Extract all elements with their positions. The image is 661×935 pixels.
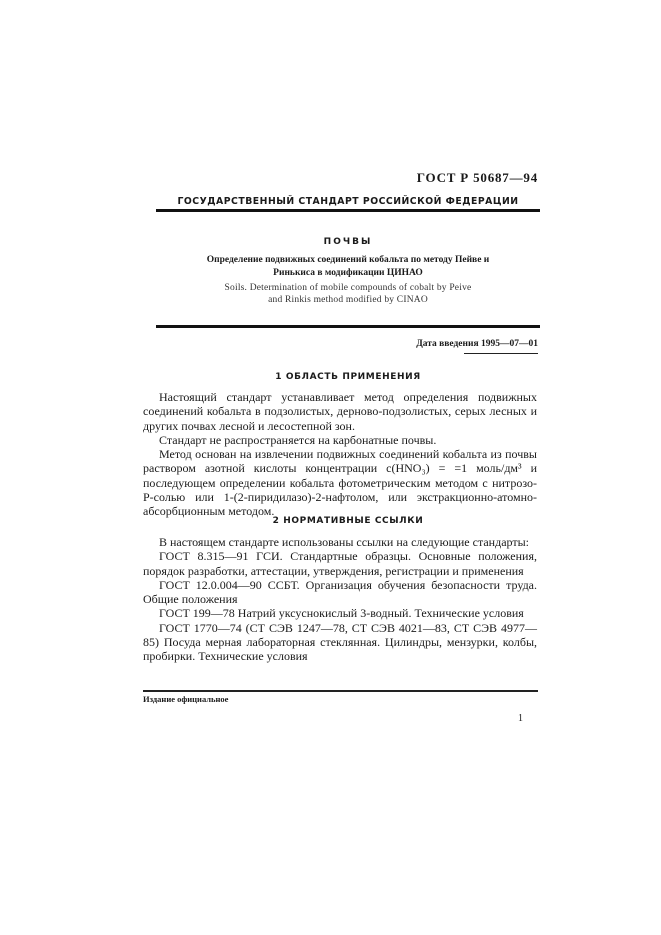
document-title: ПОЧВЫ [323,237,373,247]
subtitle-en-line2: and Rinkis method modified by CINAO [268,295,428,305]
subtitle-ru-line1: Определение подвижных соединений кобальта по методу Пейве и [206,255,490,265]
subtitle-en-line1: Soils. Determination of mobile compounds of cobalt by Peive [224,283,472,293]
reference-item: ГОСТ 8.315—91 ГСИ. Стандартные образцы. Основные положения, порядок разработки, аттестации, утверждения, регистрации и применения [143,549,537,578]
section-2-body [143,535,537,664]
reference-item: ГОСТ 1770—74 (СТ СЭВ 1247—78, СТ СЭВ 4021—83, СТ СЭВ 4977—85) Посуда мерная лабораторная стеклянная. Цилиндры, мензурки, колбы, пробирки. Технические условия [143,620,537,664]
gost-code: ГОСТ Р 50687—94 [416,170,538,185]
date-underline [464,353,538,354]
subtitle-english [176,282,520,306]
subtitle-ru-line2: Ринькиса в модификации ЦИНАО [273,268,423,278]
paragraph: Стандарт не распространяется на карбонатные почвы. [159,432,437,447]
page-number: 1 [518,713,523,724]
footer-rule [143,690,538,692]
section-1-body [143,390,537,519]
subtitle-russian [176,254,520,280]
header-rule [156,209,540,212]
reference-item: ГОСТ 12.0.004—90 ССБТ. Организация обучения безопасности труда. Общие положения [143,577,537,607]
section-1-heading: 1 ОБЛАСТЬ ПРИМЕНЕНИЯ [275,372,421,382]
paragraph: В настоящем стандарте использованы ссылки на следующие стандарты: [159,535,530,549]
intro-date: Дата введения 1995—07—01 [416,339,538,349]
section-2-heading: 2 НОРМАТИВНЫЕ ССЫЛКИ [272,516,424,526]
reference-item: ГОСТ 199—78 Натрий уксуснокислый 3-водный. Технические условия [159,606,524,621]
title-rule [156,325,540,328]
paragraph: Метод основан на извлечении подвижных соединений кобальта из почвы раствором азотной кислоты концентрации c(HNO₃) = =1 моль/дм³ и последующем определении кобальта фотометрическим методом с нитрозо-Р-солью или 1-(2-пиридилазо)-2-нафтолом, или экстракционно-атомно-абсорбционным методом. [143,447,537,519]
official-edition-label: Издание официальное [143,694,229,704]
paragraph: Настоящий стандарт устанавливает метод определения подвижных соединений кобальта в подзолистых, дерново-подзолистых, серых лесных и других почвах лесной и лесостепной зон. [143,390,537,433]
state-standard-heading: ГОСУДАРСТВЕННЫЙ СТАНДАРТ РОССИЙСКОЙ ФЕДЕРАЦИИ [177,196,519,207]
